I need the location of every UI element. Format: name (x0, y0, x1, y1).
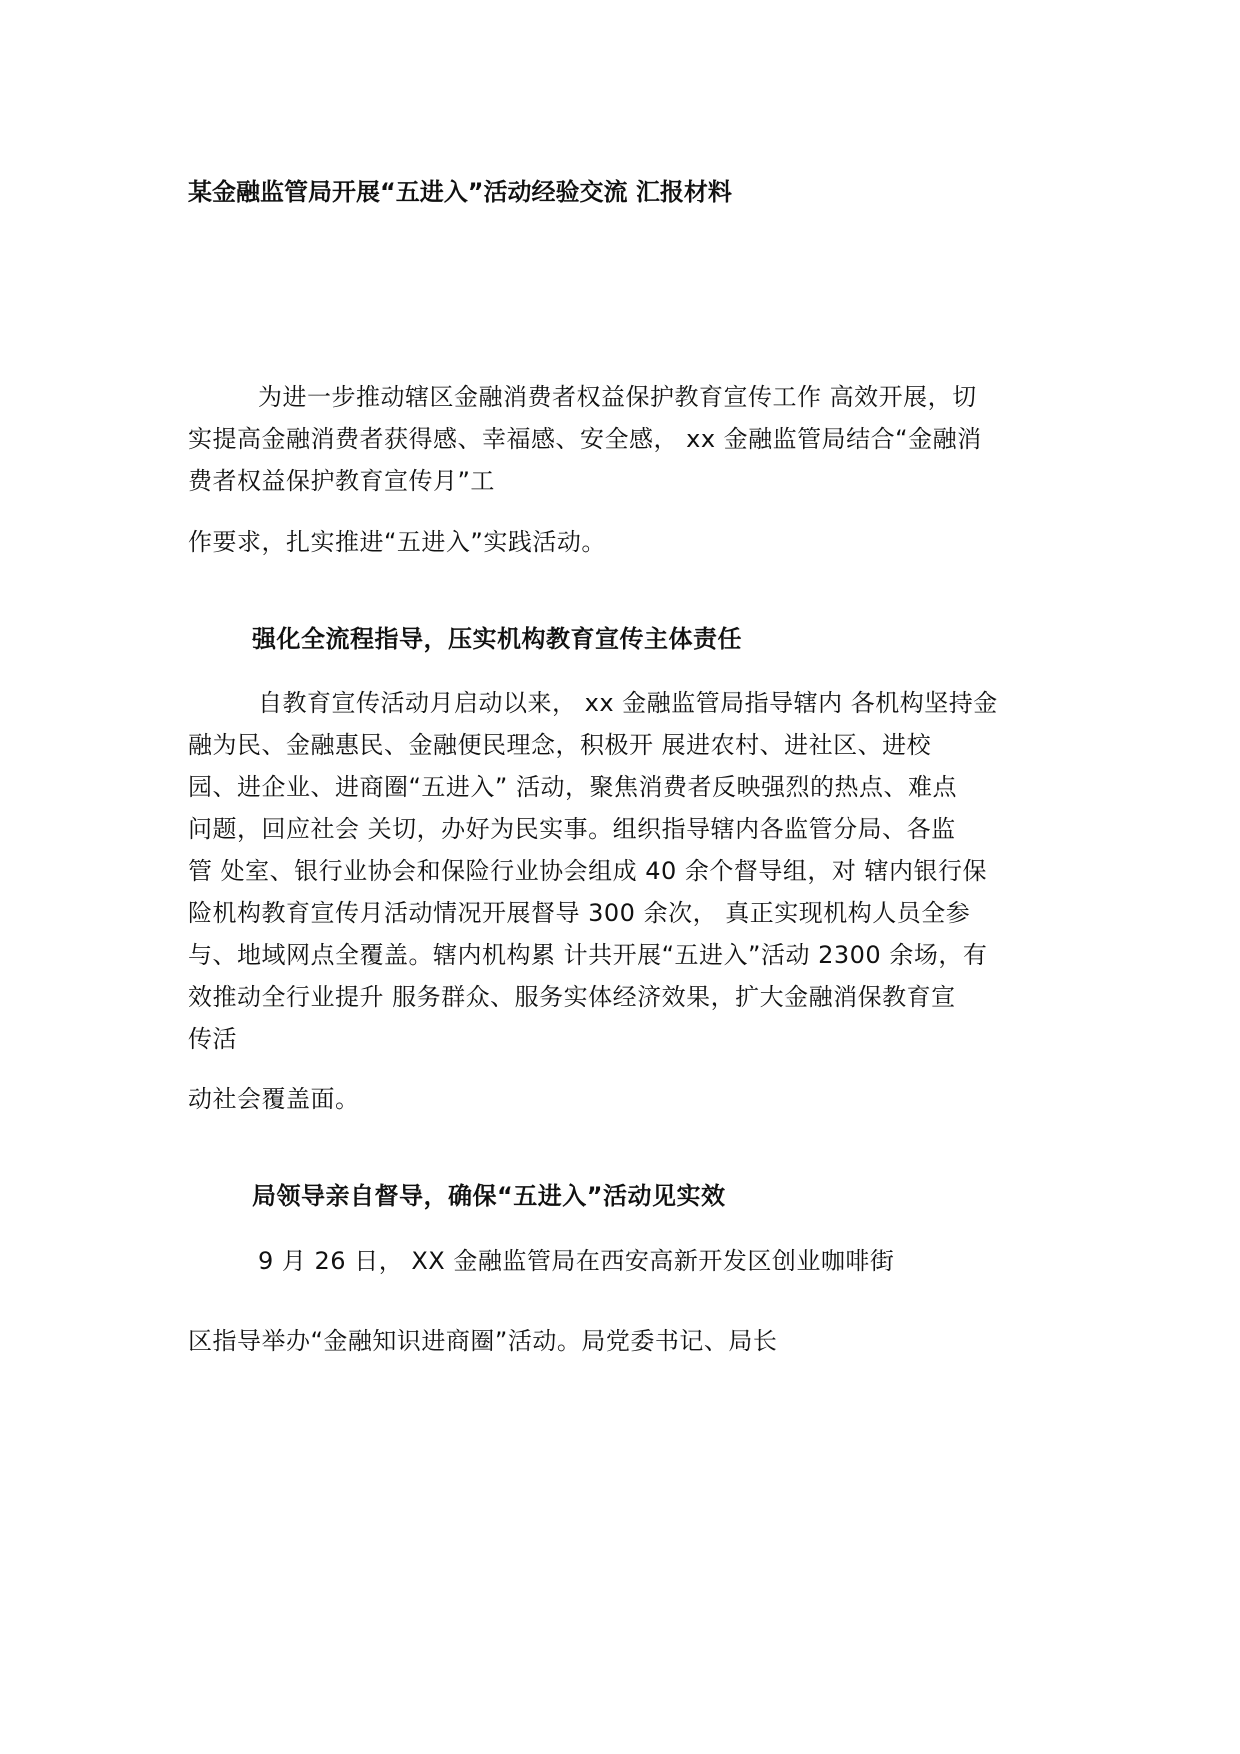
section1-heading: 强化全流程指导，压实机构教育宣传主体责任 (252, 625, 742, 653)
section1-line-3: 园、进企业、进商圈“五进入” 活动，聚焦消费者反映强烈的热点、难点 (188, 773, 957, 801)
section2-heading: 局领导亲自督导，确保“五进入”活动见实效 (252, 1182, 726, 1210)
section1-line-8: 效推动全行业提升 服务群众、服务实体经济效果，扩大金融消保教育宣 (188, 983, 956, 1011)
intro-line-3: 费者权益保护教育宣传月”工 (188, 467, 495, 495)
section1-line-1: 自教育宣传活动月启动以来， xx 金融监管局指导辖内 各机构坚持金 (258, 689, 998, 717)
intro-line-2: 实提高金融消费者获得感、幸福感、安全感， xx 金融监管局结合“金融消 (188, 425, 982, 453)
intro-line-4: 作要求，扎实推进“五进入”实践活动。 (188, 528, 606, 556)
section1-line-10: 动社会覆盖面。 (188, 1085, 360, 1113)
section1-line-7: 与、地域网点全覆盖。辖内机构累 计共开展“五进入”活动 2300 余场，有 (188, 941, 988, 969)
document-title: 某金融监管局开展“五进入”活动经验交流 汇报材料 (188, 178, 732, 206)
section1-line-4: 问题，回应社会 关切，办好为民实事。组织指导辖内各监管分局、各监 (188, 815, 956, 843)
intro-line-1: 为进一步推动辖区金融消费者权益保护教育宣传工作 高效开展，切 (258, 383, 977, 411)
section1-line-2: 融为民、金融惠民、金融便民理念，积极开 展进农村、进社区、进校 (188, 731, 932, 759)
section1-line-6: 险机构教育宣传月活动情况开展督导 300 余次， 真正实现机构人员全参 (188, 899, 971, 927)
section2-line-2: 区指导举办“金融知识进商圈”活动。局党委书记、局长 (188, 1327, 778, 1355)
section2-line-1: 9 月 26 日， XX 金融监管局在西安高新开发区创业咖啡街 (258, 1247, 895, 1275)
section1-line-5: 管 处室、银行业协会和保险行业协会组成 40 余个督导组，对 辖内银行保 (188, 857, 988, 885)
section1-line-9: 传活 (188, 1025, 237, 1053)
